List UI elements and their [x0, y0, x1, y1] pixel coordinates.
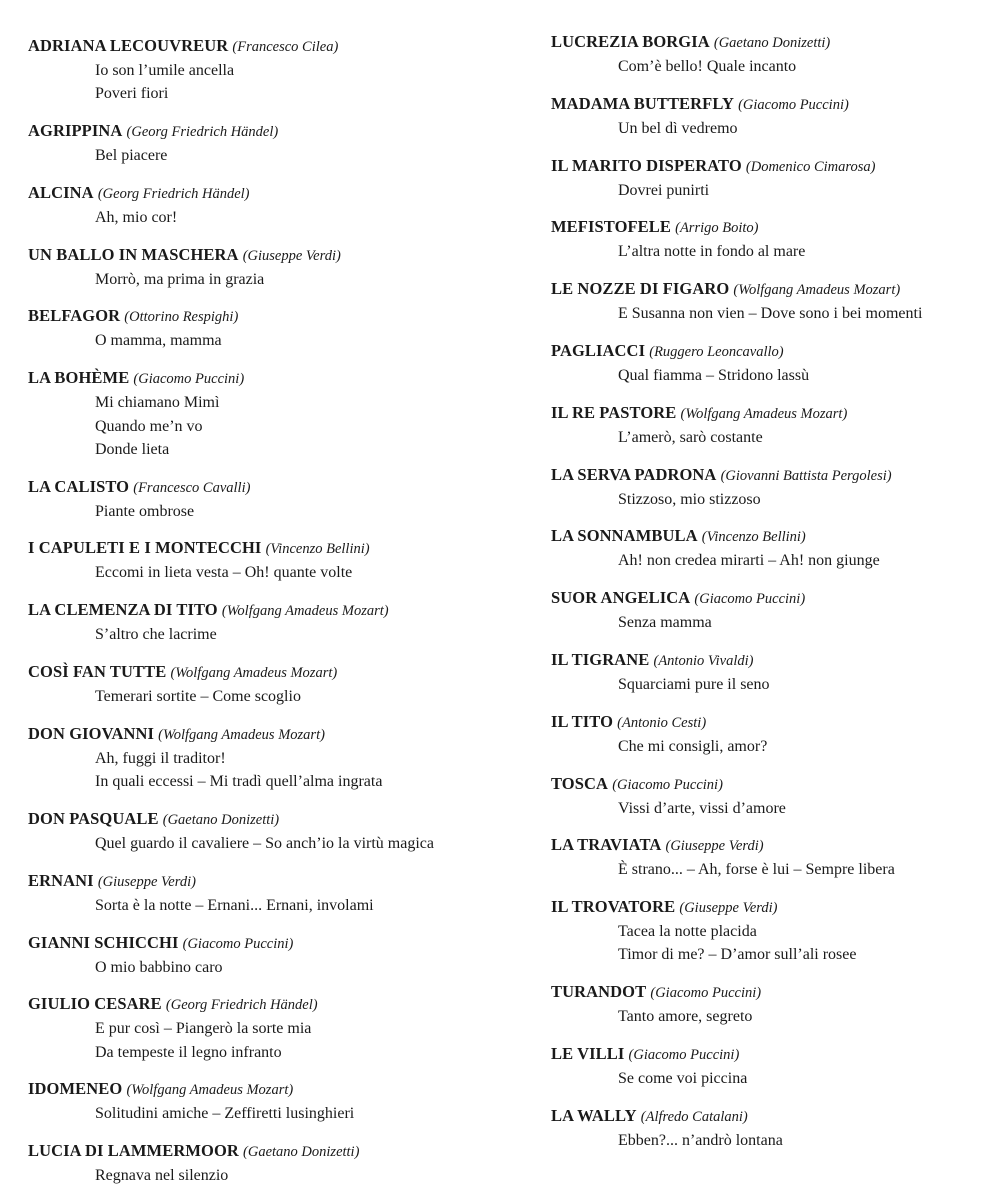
aria-title: Temerari sortite – Come scoglio — [95, 688, 301, 706]
opera-title: LA SERVA PADRONA — [551, 464, 717, 484]
composer-name: (Giacomo Puccini) — [182, 935, 294, 952]
opera-heading — [551, 772, 976, 797]
opera-entry — [551, 277, 976, 325]
opera-title: SUOR ANGELICA — [551, 588, 691, 608]
opera-heading — [28, 1077, 518, 1102]
opera-heading — [28, 660, 518, 685]
aria-title: Se come voi piccina — [618, 1070, 748, 1088]
aria-title: Tacea la notte placida — [618, 923, 757, 941]
opera-heading — [551, 215, 976, 240]
aria-title: Eccomi in lieta vesta – Oh! quante volte — [95, 564, 353, 582]
opera-entry — [28, 660, 518, 708]
composer-name: (Giacomo Puccini) — [694, 591, 806, 608]
aria-title: Dovrei punirti — [618, 181, 710, 199]
opera-heading — [551, 463, 976, 488]
composer-name: (Georg Friedrich Händel) — [165, 997, 318, 1014]
opera-heading — [28, 992, 518, 1017]
composer-name: (Giuseppe Verdi) — [665, 838, 764, 855]
opera-heading — [28, 304, 518, 329]
opera-title: MEFISTOFELE — [551, 217, 671, 237]
aria-title: Da tempeste il legno infranto — [95, 1043, 282, 1061]
opera-title: MADAMA BUTTERFLY — [551, 93, 734, 113]
opera-entry — [28, 598, 518, 646]
aria-title: Mi chiamano Mimì — [95, 394, 220, 412]
opera-title: LA CALISTO — [28, 476, 130, 496]
opera-title: LA SONNAMBULA — [551, 526, 698, 546]
opera-heading — [28, 598, 518, 623]
aria-title: L’amerò, sarò costante — [618, 428, 763, 446]
opera-heading — [28, 722, 518, 747]
opera-entry — [551, 401, 976, 449]
opera-entry — [28, 181, 518, 229]
composer-name: (Giuseppe Verdi) — [679, 900, 778, 917]
opera-entry — [551, 339, 976, 387]
composer-name: (Antonio Vivaldi) — [653, 652, 754, 669]
opera-heading — [551, 401, 976, 426]
opera-heading — [551, 1104, 976, 1129]
opera-heading — [28, 869, 518, 894]
opera-entry — [28, 869, 518, 917]
aria-title: Com’è bello! Quale incanto — [618, 58, 797, 75]
opera-title: LUCREZIA BORGIA — [551, 32, 710, 51]
opera-heading — [28, 119, 518, 144]
aria-title: Quel guardo il cavaliere – So anch’io la virtù magica — [95, 834, 434, 852]
opera-entry — [551, 1104, 976, 1152]
aria-title: Ebben?... n’andrò lontana — [618, 1131, 783, 1149]
opera-heading — [551, 648, 976, 673]
opera-title: LUCIA DI LAMMERMOOR — [28, 1141, 239, 1161]
composer-name: (Vincenzo Bellini) — [701, 529, 806, 546]
aria-title: Sorta è la notte – Ernani... Ernani, involami — [95, 896, 374, 914]
opera-entry — [28, 536, 518, 584]
opera-title: ALCINA — [28, 182, 94, 202]
opera-heading — [551, 524, 976, 549]
opera-heading — [551, 710, 976, 735]
opera-entry — [28, 304, 518, 352]
composer-name: (Francesco Cilea) — [232, 39, 339, 55]
opera-title: IL TIGRANE — [551, 649, 650, 669]
opera-title: LA TRAVIATA — [551, 835, 662, 855]
opera-entry — [28, 1139, 518, 1187]
opera-title: LE NOZZE DI FIGARO — [551, 279, 730, 299]
opera-title: LE VILLI — [551, 1044, 625, 1064]
composer-name: (Giacomo Puccini) — [133, 371, 245, 388]
composer-name: (Georg Friedrich Händel) — [97, 185, 250, 202]
aria-title: Squarciami pure il seno — [618, 675, 770, 693]
opera-heading — [551, 1042, 976, 1067]
aria-title: Ah, fuggi il traditor! — [95, 749, 226, 767]
right-column — [551, 30, 976, 1166]
aria-title: Vissi d’arte, vissi d’amore — [618, 799, 786, 817]
aria-title: Poveri fiori — [95, 85, 169, 103]
opera-entry — [551, 586, 976, 634]
composer-name: (Georg Friedrich Händel) — [126, 124, 279, 141]
aria-title: In quali eccessi – Mi tradì quell’alma ingrata — [95, 773, 383, 791]
opera-entry — [551, 1042, 976, 1090]
opera-heading — [551, 895, 976, 920]
aria-title: Ah! non credea mirarti – Ah! non giunge — [618, 552, 880, 570]
aria-title: Che mi consigli, amor? — [618, 737, 768, 755]
aria-title: Stizzoso, mio stizzoso — [618, 490, 761, 508]
composer-name: (Wolfgang Amadeus Mozart) — [158, 726, 325, 743]
opera-title: LA BOHÈME — [28, 368, 130, 388]
composer-name: (Francesco Cavalli) — [133, 479, 251, 496]
opera-heading — [551, 92, 976, 117]
opera-entry — [551, 92, 976, 140]
composer-name: (Wolfgang Amadeus Mozart) — [221, 603, 389, 620]
aria-title: O mio babbino caro — [95, 958, 223, 976]
opera-title: TURANDOT — [551, 982, 647, 1002]
aria-title: Bel piacere — [95, 147, 168, 165]
aria-title: S’altro che lacrime — [95, 626, 217, 644]
aria-title: Ah, mio cor! — [95, 208, 178, 226]
composer-name: (Wolfgang Amadeus Mozart) — [680, 405, 848, 422]
aria-title: Tanto amore, segreto — [618, 1008, 753, 1026]
opera-title: IL RE PASTORE — [551, 402, 677, 422]
opera-title: ERNANI — [28, 870, 94, 890]
aria-title: Qual fiamma – Stridono lassù — [618, 366, 810, 384]
opera-heading — [28, 807, 518, 832]
aria-title: Quando me’n vo — [95, 417, 203, 435]
opera-title: LA CLEMENZA DI TITO — [28, 600, 218, 620]
opera-entry — [28, 722, 518, 794]
composer-name: (Ruggero Leoncavallo) — [649, 343, 784, 360]
aria-title: Donde lieta — [95, 440, 170, 458]
aria-title: Timor di me? – D’amor sull’ali rosee — [618, 946, 857, 964]
opera-heading — [551, 30, 976, 55]
opera-heading — [28, 931, 518, 956]
opera-heading — [551, 154, 976, 179]
opera-entry — [551, 463, 976, 511]
composer-name: (Arrigo Boito) — [675, 220, 759, 237]
opera-title: ADRIANA LECOUVREUR — [28, 36, 229, 55]
opera-title: DON PASQUALE — [28, 808, 159, 828]
opera-title: IL TITO — [551, 711, 614, 731]
opera-title: AGRIPPINA — [28, 121, 123, 141]
opera-heading — [28, 475, 518, 500]
aria-title: Senza mamma — [618, 614, 712, 632]
aria-title: Regnava nel silenzio — [95, 1167, 229, 1185]
opera-entry — [28, 475, 518, 523]
opera-title: IL TROVATORE — [551, 897, 676, 917]
left-column — [28, 34, 518, 1201]
composer-name: (Gaetano Donizetti) — [713, 35, 831, 51]
opera-heading — [551, 339, 976, 364]
opera-heading — [551, 980, 976, 1005]
aria-title: Piante ombrose — [95, 502, 195, 520]
opera-heading — [551, 277, 976, 302]
opera-title: IL MARITO DISPERATO — [551, 155, 742, 175]
aria-title: È strano... – Ah, forse è lui – Sempre libera — [618, 861, 895, 879]
composer-name: (Giuseppe Verdi) — [97, 873, 196, 890]
opera-entry — [551, 772, 976, 820]
opera-title: GIANNI SCHICCHI — [28, 932, 179, 952]
opera-title: TOSCA — [551, 773, 609, 793]
opera-title: LA WALLY — [551, 1105, 637, 1125]
opera-entry — [28, 243, 518, 291]
opera-title: IDOMENEO — [28, 1079, 123, 1099]
opera-entry — [28, 931, 518, 979]
opera-entry — [551, 833, 976, 881]
opera-title: I CAPULETI E I MONTECCHI — [28, 538, 262, 558]
composer-name: (Wolfgang Amadeus Mozart) — [170, 665, 338, 682]
opera-title: DON GIOVANNI — [28, 723, 155, 743]
opera-entry — [551, 648, 976, 696]
aria-title: Io son l’umile ancella — [95, 62, 235, 79]
composer-name: (Ottorino Respighi) — [124, 309, 239, 326]
composer-name: (Gaetano Donizetti) — [243, 1144, 360, 1161]
aria-title: O mamma, mamma — [95, 332, 222, 350]
opera-entry — [28, 119, 518, 167]
composer-name: (Gaetano Donizetti) — [162, 811, 280, 828]
composer-name: (Wolfgang Amadeus Mozart) — [733, 282, 901, 299]
opera-entry — [551, 215, 976, 263]
opera-heading — [28, 366, 518, 391]
opera-heading — [28, 34, 518, 59]
composer-name: (Alfredo Catalani) — [640, 1108, 748, 1125]
opera-entry — [28, 992, 518, 1064]
opera-heading — [28, 536, 518, 561]
opera-entry — [551, 895, 976, 967]
composer-name: (Domenico Cimarosa) — [745, 158, 876, 175]
aria-title: Solitudini amiche – Zeffiretti lusinghieri — [95, 1105, 355, 1123]
opera-entry — [551, 710, 976, 758]
composer-name: (Antonio Cesti) — [617, 714, 707, 731]
composer-name: (Giovanni Battista Pergolesi) — [720, 467, 892, 484]
opera-entry — [28, 34, 518, 106]
opera-title: GIULIO CESARE — [28, 994, 162, 1014]
opera-heading — [28, 243, 518, 268]
aria-title: E pur così – Piangerò la sorte mia — [95, 1020, 312, 1038]
opera-title: COSÌ FAN TUTTE — [28, 662, 167, 682]
aria-title: Un bel dì vedremo — [618, 119, 738, 137]
opera-heading — [551, 586, 976, 611]
aria-title: L’altra notte in fondo al mare — [618, 243, 806, 261]
composer-name: (Wolfgang Amadeus Mozart) — [126, 1082, 294, 1099]
composer-name: (Giuseppe Verdi) — [242, 247, 341, 264]
composer-name: (Giacomo Puccini) — [612, 776, 723, 793]
opera-title: UN BALLO IN MASCHERA — [28, 244, 239, 264]
composer-name: (Giacomo Puccini) — [738, 96, 849, 113]
opera-heading — [551, 833, 976, 858]
opera-title: PAGLIACCI — [551, 340, 646, 360]
aria-title: E Susanna non vien – Dove sono i bei momenti — [618, 305, 923, 323]
opera-entry — [28, 807, 518, 855]
composer-name: (Vincenzo Bellini) — [265, 541, 370, 558]
aria-title: Morrò, ma prima in grazia — [95, 270, 265, 288]
opera-entry — [28, 1077, 518, 1125]
opera-entry — [551, 980, 976, 1028]
composer-name: (Giacomo Puccini) — [628, 1047, 740, 1064]
composer-name: (Giacomo Puccini) — [650, 985, 762, 1002]
opera-entry — [28, 366, 518, 461]
opera-entry — [551, 524, 976, 572]
opera-entry — [551, 154, 976, 202]
opera-heading — [28, 181, 518, 206]
opera-entry — [551, 30, 976, 78]
opera-title: BELFAGOR — [28, 306, 121, 326]
opera-heading — [28, 1139, 518, 1164]
